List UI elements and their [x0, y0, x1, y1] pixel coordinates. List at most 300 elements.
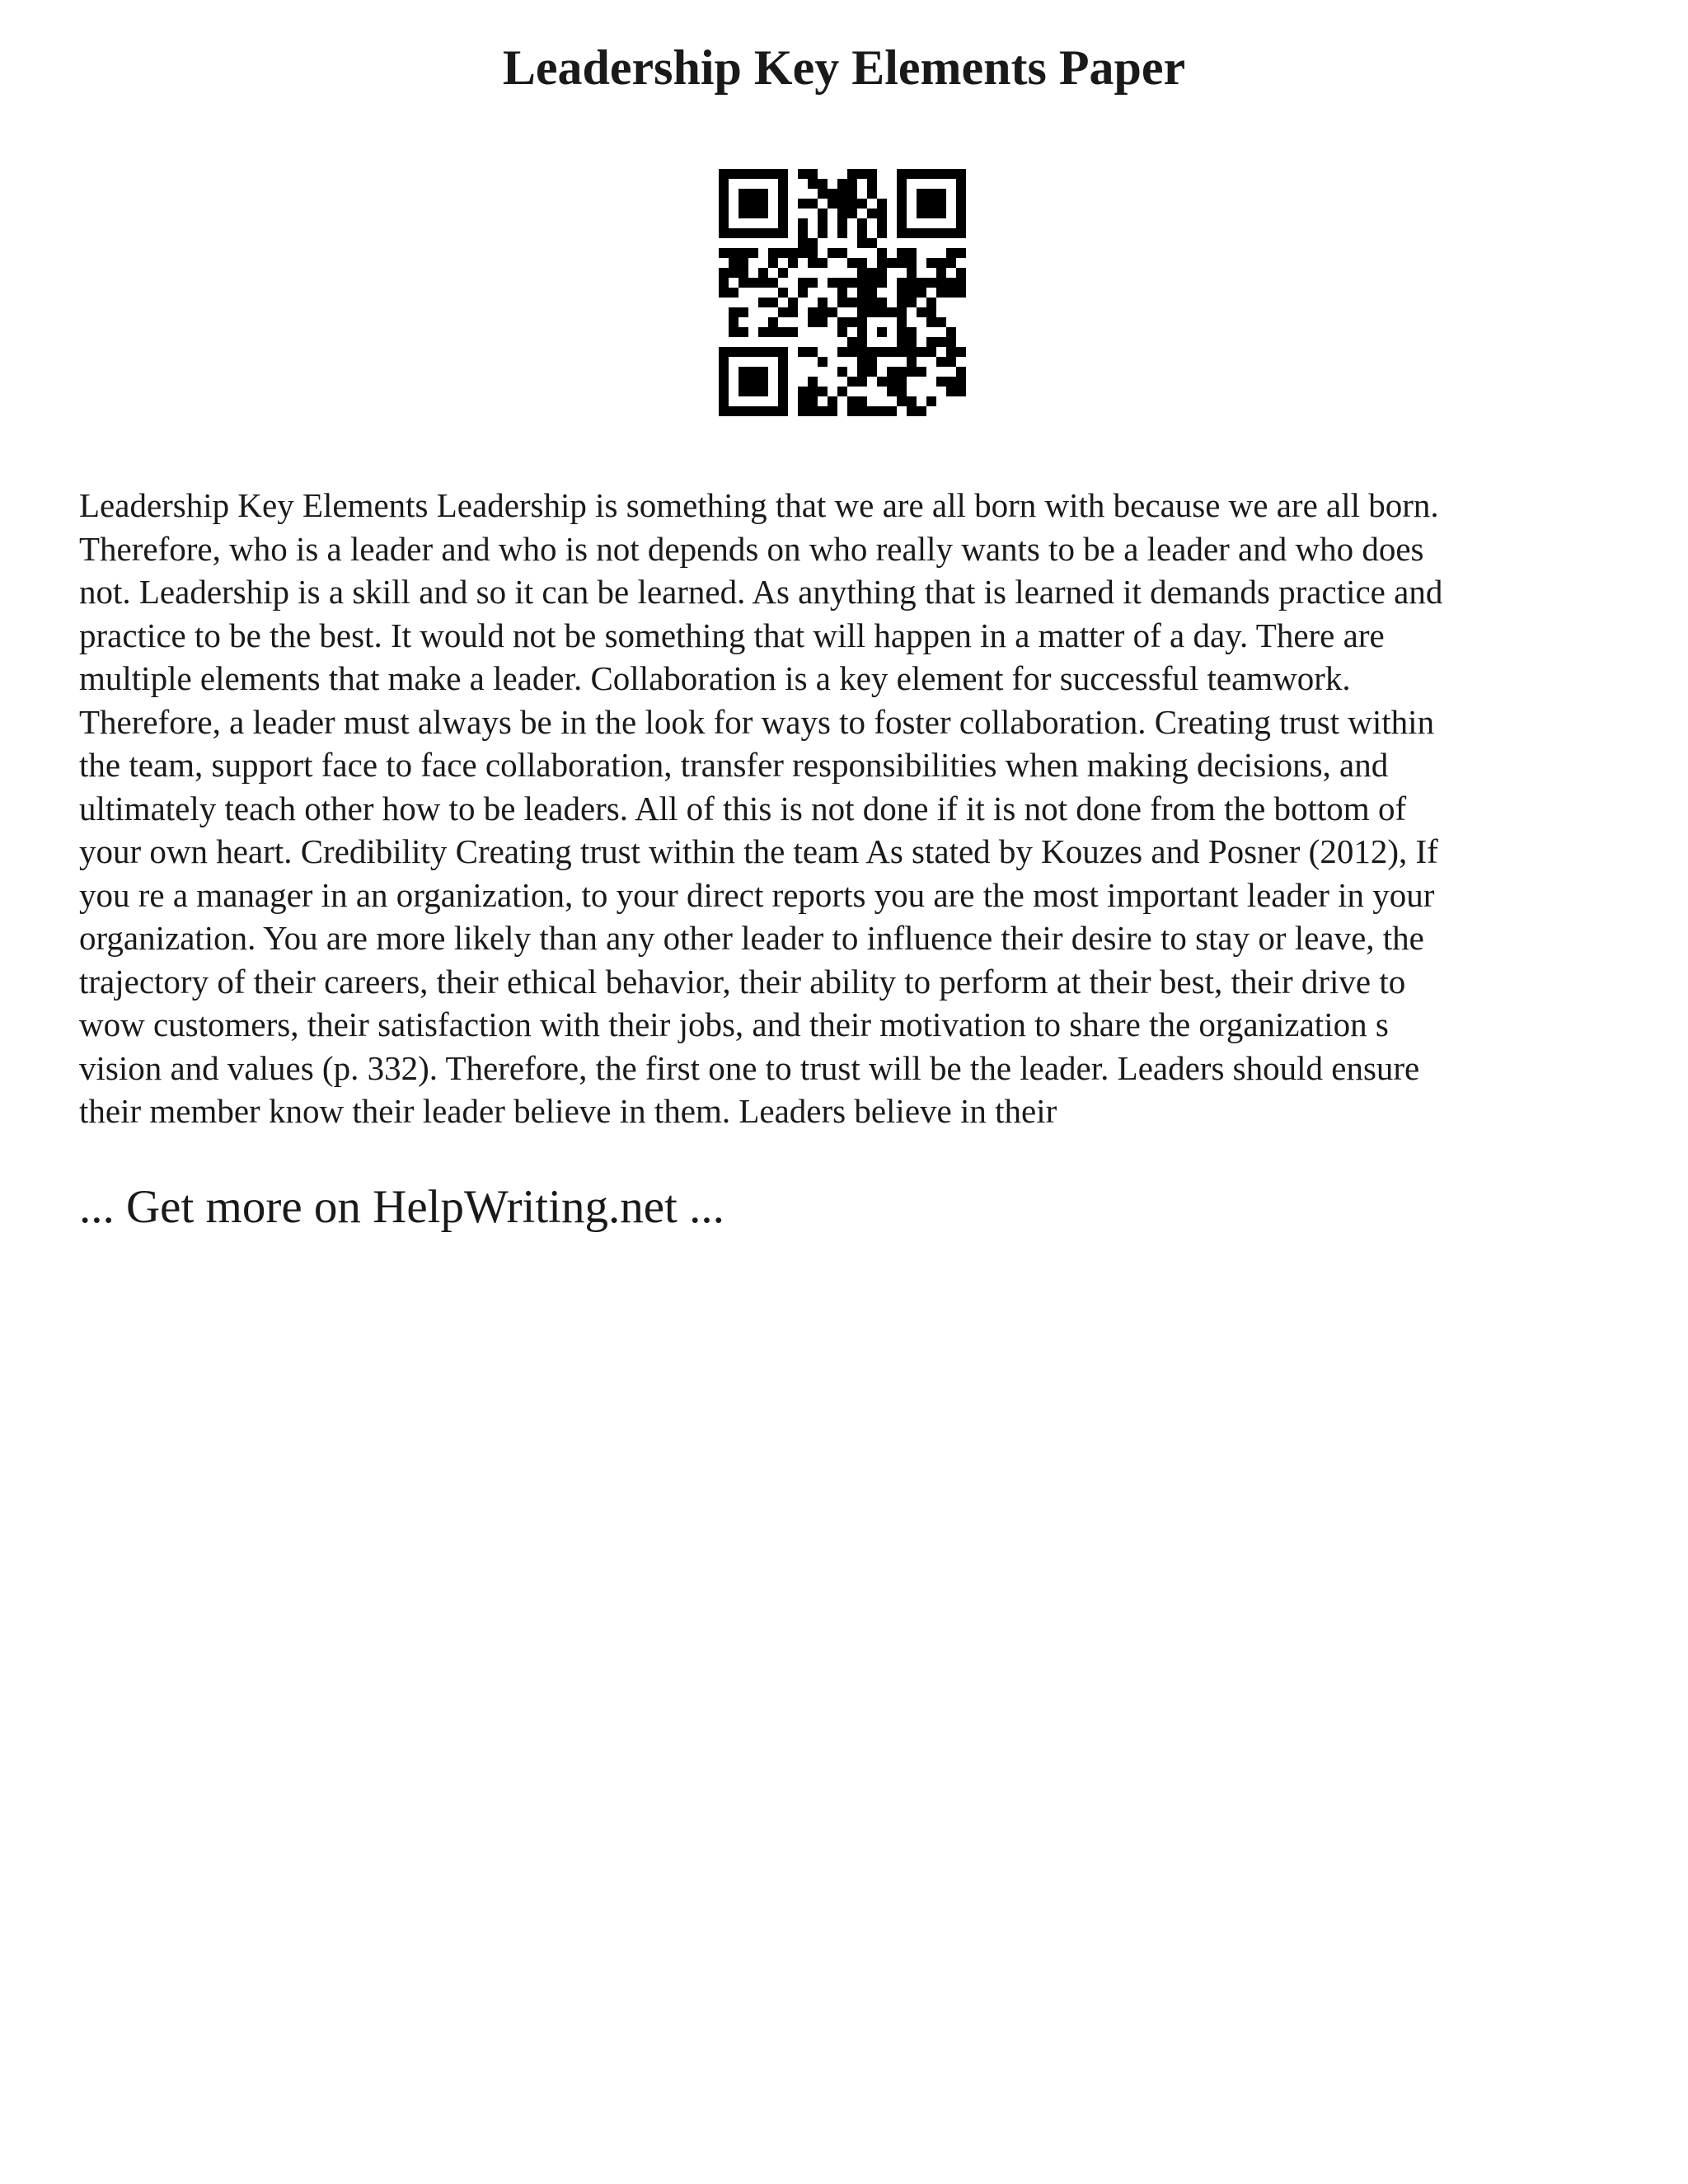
qr-module	[758, 228, 768, 238]
qr-module	[768, 248, 778, 258]
qr-module	[917, 288, 926, 298]
qr-module	[946, 169, 956, 179]
qr-module	[818, 406, 828, 416]
qr-module	[808, 307, 818, 317]
qr-module	[877, 218, 887, 228]
qr-module	[738, 248, 748, 258]
qr-module	[748, 278, 758, 288]
qr-module	[917, 367, 926, 377]
qr-module	[857, 199, 867, 209]
qr-module	[877, 228, 887, 238]
qr-module	[788, 248, 798, 258]
qr-module	[867, 278, 877, 288]
body-line: ultimately teach other how to be leaders. All of this is not done if it is not done from the bottom of	[79, 789, 1407, 827]
qr-module	[897, 396, 907, 406]
qr-module	[956, 228, 966, 238]
qr-module	[946, 377, 956, 387]
qr-module	[857, 317, 867, 327]
qr-module	[956, 179, 966, 189]
qr-module	[847, 199, 857, 209]
qr-module	[857, 278, 867, 288]
qr-module	[828, 278, 837, 288]
qr-module	[877, 298, 887, 307]
qr-module	[758, 189, 768, 199]
qr-module	[956, 387, 966, 396]
qr-module	[907, 357, 917, 367]
qr-module	[956, 268, 966, 278]
qr-module	[897, 367, 907, 377]
qr-module	[877, 248, 887, 258]
qr-module	[867, 298, 877, 307]
qr-code-graphic	[719, 169, 966, 416]
qr-module	[857, 238, 867, 248]
qr-module	[926, 317, 936, 327]
qr-module	[867, 268, 877, 278]
qr-module	[956, 347, 966, 357]
qr-module	[758, 209, 768, 218]
qr-module	[907, 298, 917, 307]
qr-module	[926, 337, 936, 347]
qr-module	[897, 327, 907, 337]
qr-module	[798, 248, 808, 258]
qr-module	[956, 218, 966, 228]
qr-module	[798, 387, 808, 396]
qr-module	[768, 317, 778, 327]
qr-module	[897, 228, 907, 238]
body-line: Therefore, who is a leader and who is not depends on who really wants to be a leader and who does	[79, 529, 1424, 568]
qr-module	[729, 347, 738, 357]
qr-module	[936, 268, 946, 278]
qr-module	[907, 367, 917, 377]
qr-module	[837, 298, 847, 307]
qr-module	[917, 406, 926, 416]
qr-module	[729, 169, 738, 179]
qr-module	[778, 406, 788, 416]
qr-module	[847, 209, 857, 218]
qr-module	[897, 337, 907, 347]
qr-module	[847, 347, 857, 357]
qr-module	[738, 199, 748, 209]
qr-module	[778, 179, 788, 189]
qr-module	[936, 228, 946, 238]
qr-module	[788, 258, 798, 268]
qr-module	[837, 278, 847, 288]
qr-module	[956, 248, 966, 258]
body-line: you re a manager in an organization, to your direct reports you are the most important leader in your	[79, 875, 1435, 914]
qr-module	[887, 377, 897, 387]
qr-module	[956, 367, 966, 377]
qr-module	[748, 367, 758, 377]
qr-module	[857, 258, 867, 268]
qr-module	[758, 367, 768, 377]
qr-module	[788, 298, 798, 307]
qr-module	[847, 179, 857, 189]
qr-module	[778, 347, 788, 357]
qr-module	[936, 377, 946, 387]
qr-module	[808, 317, 818, 327]
qr-module	[946, 357, 956, 367]
body-paragraph	[79, 484, 1612, 1133]
body-line: your own heart. Credibility Creating trust within the team As stated by Kouzes and Posner (2012), If	[79, 832, 1438, 870]
qr-module	[798, 218, 808, 228]
qr-module	[798, 288, 808, 298]
qr-module	[897, 347, 907, 357]
qr-module	[837, 189, 847, 199]
qr-module	[867, 288, 877, 298]
qr-module	[778, 307, 788, 317]
qr-module	[719, 278, 729, 288]
qr-module	[946, 288, 956, 298]
qr-module	[808, 387, 818, 396]
qr-module	[768, 327, 778, 337]
qr-module	[828, 406, 837, 416]
qr-module	[719, 189, 729, 199]
qr-module	[798, 228, 808, 238]
qr-module	[907, 169, 917, 179]
qr-module	[907, 248, 917, 258]
qr-module	[738, 189, 748, 199]
qr-module	[719, 396, 729, 406]
qr-module	[738, 268, 748, 278]
body-line: not. Leadership is a skill and so it can be learned. As anything that is learned it demands practice and	[79, 573, 1443, 611]
qr-module	[926, 189, 936, 199]
qr-module	[847, 396, 857, 406]
qr-module	[847, 278, 857, 288]
qr-module	[798, 199, 808, 209]
qr-module	[818, 218, 828, 228]
qr-module	[818, 258, 828, 268]
qr-module	[907, 396, 917, 406]
qr-module	[798, 169, 808, 179]
qr-module	[808, 258, 818, 268]
qr-module	[748, 199, 758, 209]
qr-module	[897, 288, 907, 298]
qr-module	[808, 199, 818, 209]
qr-module	[808, 169, 818, 179]
qr-module	[818, 357, 828, 367]
qr-module	[877, 258, 887, 268]
qr-module	[768, 258, 778, 268]
qr-module	[758, 199, 768, 209]
qr-module	[936, 258, 946, 268]
qr-module	[946, 387, 956, 396]
qr-module	[778, 189, 788, 199]
qr-module	[748, 406, 758, 416]
body-line: multiple elements that make a leader. Collaboration is a key element for successful teamwork.	[79, 659, 1351, 697]
qr-module	[837, 317, 847, 327]
qr-module	[719, 179, 729, 189]
qr-module	[729, 327, 738, 337]
qr-module	[778, 396, 788, 406]
qr-module	[907, 337, 917, 347]
qr-module	[936, 189, 946, 199]
qr-module	[758, 377, 768, 387]
qr-module	[778, 288, 788, 298]
qr-module	[956, 199, 966, 209]
qr-module	[857, 169, 867, 179]
qr-module	[956, 278, 966, 288]
qr-module	[857, 307, 867, 317]
qr-module	[808, 406, 818, 416]
qr-module	[778, 209, 788, 218]
qr-module	[828, 396, 837, 406]
qr-module	[926, 258, 936, 268]
qr-module	[729, 258, 738, 268]
qr-module	[877, 268, 887, 278]
page-title: Leadership Key Elements Paper	[502, 40, 1186, 95]
qr-module	[847, 377, 857, 387]
qr-module	[936, 199, 946, 209]
qr-module	[818, 179, 828, 189]
qr-module	[798, 406, 808, 416]
qr-module	[837, 199, 847, 209]
qr-module	[738, 347, 748, 357]
qr-module	[788, 307, 798, 317]
qr-module	[758, 278, 768, 288]
qr-module	[857, 228, 867, 238]
qr-module	[748, 377, 758, 387]
qr-module	[808, 278, 818, 288]
qr-module	[857, 347, 867, 357]
qr-module	[748, 169, 758, 179]
qr-module	[748, 189, 758, 199]
qr-module	[857, 406, 867, 416]
qr-module	[917, 189, 926, 199]
qr-module	[738, 209, 748, 218]
qr-module	[867, 179, 877, 189]
qr-module	[956, 209, 966, 218]
qr-module	[847, 258, 857, 268]
qr-module	[907, 288, 917, 298]
qr-module	[818, 317, 828, 327]
qr-module	[738, 307, 748, 317]
qr-module	[877, 347, 887, 357]
qr-module	[808, 248, 818, 258]
qr-module	[926, 209, 936, 218]
qr-module	[738, 406, 748, 416]
qr-module	[907, 228, 917, 238]
qr-module	[867, 189, 877, 199]
qr-module	[768, 228, 778, 238]
qr-module	[837, 347, 847, 357]
qr-module	[738, 169, 748, 179]
qr-module	[897, 377, 907, 387]
qr-module	[719, 377, 729, 387]
qr-module	[719, 218, 729, 228]
qr-module	[917, 278, 926, 288]
qr-module	[748, 347, 758, 357]
qr-module	[897, 298, 907, 307]
qr-module	[818, 307, 828, 317]
qr-module	[729, 268, 738, 278]
qr-module	[738, 228, 748, 238]
qr-module	[729, 406, 738, 416]
qr-module	[877, 278, 887, 288]
qr-module	[907, 406, 917, 416]
qr-module	[867, 307, 877, 317]
qr-module	[926, 169, 936, 179]
qr-module	[719, 387, 729, 396]
qr-module	[897, 307, 907, 317]
qr-module	[887, 347, 897, 357]
body-line: the team, support face to face collaboration, transfer responsibilities when making decisions, and	[79, 746, 1389, 784]
qr-module	[857, 357, 867, 367]
qr-module	[956, 189, 966, 199]
qr-module	[867, 357, 877, 367]
qr-module	[818, 298, 828, 307]
qr-module	[887, 307, 897, 317]
qr-module	[808, 377, 818, 387]
qr-module	[837, 248, 847, 258]
qr-module	[857, 327, 867, 337]
body-line: practice to be the best. It would not be something that will happen in a matter of a day. There are	[79, 616, 1385, 654]
qr-module	[926, 298, 936, 307]
qr-module	[847, 298, 857, 307]
qr-module	[818, 189, 828, 199]
qr-module	[936, 357, 946, 367]
qr-module	[897, 209, 907, 218]
qr-module	[946, 258, 956, 268]
qr-module	[719, 288, 729, 298]
qr-module	[897, 179, 907, 189]
qr-module	[808, 179, 818, 189]
qr-module	[887, 406, 897, 416]
qr-module	[917, 169, 926, 179]
qr-module	[857, 268, 867, 278]
qr-module	[738, 327, 748, 337]
qr-module	[778, 377, 788, 387]
qr-module	[738, 387, 748, 396]
body-line: trajectory of their careers, their ethical behavior, their ability to perform at their best, their drive to	[79, 962, 1406, 1001]
qr-module	[729, 288, 738, 298]
qr-module	[907, 258, 917, 268]
qr-module	[719, 367, 729, 377]
qr-module	[926, 347, 936, 357]
qr-module	[926, 278, 936, 288]
qr-module	[847, 169, 857, 179]
qr-module	[936, 209, 946, 218]
qr-module	[837, 218, 847, 228]
qr-module	[719, 209, 729, 218]
qr-module	[946, 228, 956, 238]
qr-module	[867, 209, 877, 218]
qr-module	[828, 248, 837, 258]
qr-module	[798, 238, 808, 248]
qr-module	[748, 209, 758, 218]
qr-module	[788, 327, 798, 337]
qr-module	[867, 169, 877, 179]
qr-module	[778, 357, 788, 367]
qr-module	[936, 317, 946, 327]
qr-module	[917, 199, 926, 209]
qr-module	[758, 268, 768, 278]
get-more-link[interactable]: ... Get more on HelpWriting.net ...	[79, 1181, 724, 1233]
qr-module	[857, 288, 867, 298]
qr-module	[818, 209, 828, 218]
qr-module	[867, 406, 877, 416]
qr-module	[867, 347, 877, 357]
qr-module	[897, 199, 907, 209]
qr-module	[936, 288, 946, 298]
qr-module	[907, 268, 917, 278]
qr-module	[897, 248, 907, 258]
qr-module	[877, 377, 887, 387]
qr-module	[837, 288, 847, 298]
qr-module	[877, 199, 887, 209]
qr-module	[808, 396, 818, 406]
qr-module	[719, 268, 729, 278]
qr-module	[857, 367, 867, 377]
qr-module	[877, 327, 887, 337]
qr-module	[778, 199, 788, 209]
qr-code-icon[interactable]	[719, 169, 966, 416]
qr-module	[738, 278, 748, 288]
qr-module	[956, 377, 966, 387]
qr-module	[768, 298, 778, 307]
qr-module	[778, 218, 788, 228]
qr-module	[818, 387, 828, 396]
qr-module	[897, 169, 907, 179]
qr-module	[828, 307, 837, 317]
qr-module	[877, 209, 887, 218]
qr-module	[956, 288, 966, 298]
qr-module	[778, 268, 788, 278]
qr-module	[719, 248, 729, 258]
qr-module	[758, 387, 768, 396]
qr-module	[847, 337, 857, 347]
qr-module	[729, 228, 738, 238]
body-line: vision and values (p. 332). Therefore, the first one to trust will be the leader. Leaders should ensure	[79, 1048, 1420, 1087]
qr-module	[729, 307, 738, 317]
qr-module	[946, 248, 956, 258]
qr-module	[907, 327, 917, 337]
qr-module	[837, 228, 847, 238]
qr-module	[738, 377, 748, 387]
qr-module	[837, 387, 847, 396]
qr-module	[936, 169, 946, 179]
body-line: their member know their leader believe in them. Leaders believe in their	[79, 1092, 1057, 1130]
qr-module	[867, 238, 877, 248]
qr-module	[857, 337, 867, 347]
qr-module	[887, 387, 897, 396]
qr-module	[768, 169, 778, 179]
qr-module	[867, 367, 877, 377]
qr-module	[729, 248, 738, 258]
qr-module	[897, 278, 907, 288]
qr-module	[798, 347, 808, 357]
qr-module	[768, 278, 778, 288]
qr-module	[926, 307, 936, 317]
qr-module	[946, 347, 956, 357]
qr-module	[778, 327, 788, 337]
qr-module	[837, 209, 847, 218]
qr-module	[897, 387, 907, 396]
qr-module	[926, 396, 936, 406]
qr-module	[887, 258, 897, 268]
qr-module	[877, 406, 887, 416]
body-line: organization. You are more likely than any other leader to influence their desire to stay or leave, the	[79, 919, 1424, 957]
qr-module	[778, 228, 788, 238]
qr-module	[719, 199, 729, 209]
qr-module	[946, 278, 956, 288]
qr-module	[857, 298, 867, 307]
qr-module	[936, 337, 946, 347]
qr-module	[719, 357, 729, 367]
qr-module	[778, 387, 788, 396]
qr-module	[818, 228, 828, 238]
qr-module	[857, 377, 867, 387]
qr-module	[778, 367, 788, 377]
